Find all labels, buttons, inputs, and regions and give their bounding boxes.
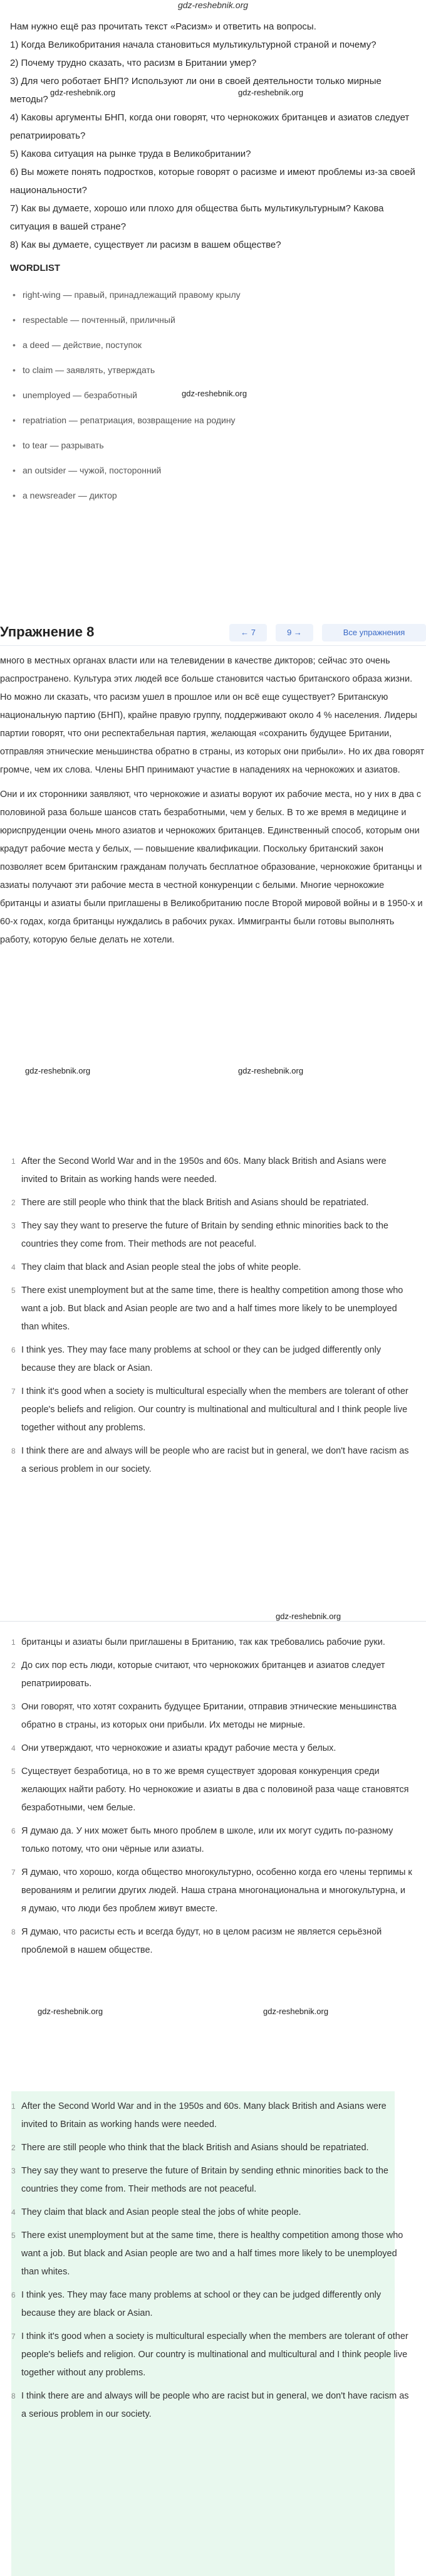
paragraph: много в местных органах власти или на телевидении в качестве дикторов; сейчас это очень распространено. Культура этих людей все больше становится частью британского образа жизни. Но можно ли сказать, что расизм ушел в прошлое или он всё еще существует? Британскую национальную партию (БНП), крайне правую группу, поддерживают около 4 % населения. Лидеры партии говорят, что они респектабельная партия, желающая «сохранить будущее Британии, отправляя этнические меньшинства обратно в страны, из которых они прибыли». Но их два говорят громче, чем их слова. Члены БНП принимают участие в нападениях на чернокожих и азиатов. bbox=[0, 656, 425, 775]
answer-item bbox=[11, 1282, 412, 1336]
russian-answers bbox=[11, 1634, 412, 1965]
question-2: 2) Почему трудно сказать, что расизм в Британии умер? bbox=[10, 58, 257, 68]
answer-item bbox=[11, 2387, 412, 2424]
watermark: gdz-reshebnik.org bbox=[238, 88, 304, 97]
divider bbox=[0, 1621, 426, 1622]
answer-text: I think it's good when a society is multicultural especially when the members are tolerant of other people's beliefs and religion. Our country is multinational and multicultural and I think people live together without any problems. bbox=[21, 2331, 408, 2378]
question-3: 3) Для чего роботает БНП? Используют ли они в своей деятельности только мирные методы? bbox=[10, 76, 382, 105]
question-8: 8) Как вы думаете, существует ли расизм в вашем обществе? bbox=[10, 240, 281, 250]
answer-item bbox=[11, 1442, 412, 1479]
wordlist-item: • to claim — заявлять, утверждать bbox=[10, 357, 416, 383]
answer-text: Существует безработица, но в то же время существует здоровая конкуренция среди желающих найти работу. Но чернокожие и азиаты в два с половиной раза чаще становятся безработными, чем белые. bbox=[21, 1766, 409, 1813]
all-exercises-button[interactable]: Все упражнения bbox=[322, 624, 426, 641]
wordlist-item: • an outsider — чужой, посторонний bbox=[10, 458, 416, 483]
item-number: 2 bbox=[11, 2143, 16, 2152]
answer-item bbox=[11, 1864, 412, 1918]
item-number: 5 bbox=[11, 2231, 16, 2240]
question-7: 7) Как вы думаете, хорошо или плохо для общества быть мультикультурным? Какова ситуация в вашей стране? bbox=[10, 203, 384, 232]
answer-text: I think there are and always will be people who are racist but in general, we don't have racism as a serious problem in our society. bbox=[21, 1446, 409, 1474]
answer-item bbox=[11, 1341, 412, 1378]
next-exercise-button[interactable]: 9 → bbox=[276, 624, 313, 641]
answer-item bbox=[11, 1763, 412, 1817]
watermark: gdz-reshebnik.org bbox=[238, 1066, 304, 1075]
paragraph: Они и их сторонники заявляют, что чернокожие и азиаты воруют их рабочие места, но у них в два с половиной раза больше шансов стать безработными, чем у белых. В то же время в медицине и юриспруденции очень много азиатов и чернокожих британцев. Единственный способ, которым они крадут рабочие места у белых, — повышение квалификации. Поскольку британский закон позволяет всем британским гражданам получать бесплатное образование, чернокожие британцы и азиаты получают эти рабочие места в честной конкуренции с белыми. Многие чернокожие британцы и азиаты были приглашены в Великобританию после Второй мировой войны и в 1950-х и 60-х годах, когда британцы нуждались в рабочих руках. Иммигранты были готовы выполнять работу, которую белые делать не хотели. bbox=[0, 789, 423, 945]
answer-item bbox=[11, 2098, 412, 2134]
item-number: 6 bbox=[11, 1346, 16, 1354]
answer-text: After the Second World War and in the 1950s and 60s. Many black British and Asians were invited to Britain as working hands were needed. bbox=[21, 1156, 387, 1185]
item-number: 8 bbox=[11, 2392, 16, 2400]
english-answers bbox=[11, 1153, 412, 1484]
answer-text: I think it's good when a society is multicultural especially when the members are tolerant of other people's beliefs and religion. Our country is multinational and multicultural and I think people live together without any problems. bbox=[21, 1386, 408, 1433]
answer-item bbox=[11, 1698, 412, 1734]
answer-item bbox=[11, 1194, 412, 1212]
item-number: 5 bbox=[11, 1286, 16, 1295]
answer-text: I think yes. They may face many problems at school or they can be judged differently only because they are black or Asian. bbox=[21, 2290, 382, 2318]
item-number: 3 bbox=[11, 1222, 16, 1230]
answer-text: After the Second World War and in the 1950s and 60s. Many black British and Asians were invited to Britain as working hands were needed. bbox=[21, 2101, 387, 2130]
wordlist-item: • to tear — разрывать bbox=[10, 433, 416, 458]
wordlist-item: • a deed — действие, поступок bbox=[10, 332, 416, 357]
answer-item bbox=[11, 2139, 412, 2157]
prev-exercise-button[interactable]: ← 7 bbox=[229, 624, 267, 641]
question-4: 4) Каковы аргументы БНП, когда они говорят, что чернокожих британцев и азиатов следует репатриировать? bbox=[10, 112, 410, 141]
answer-text: There are still people who think that the black British and Asians should be repatriated. bbox=[21, 2143, 369, 2153]
answer-item bbox=[11, 1923, 412, 1960]
answer-text: They claim that black and Asian people steal the jobs of white people. bbox=[21, 1262, 301, 1272]
intro-line: Нам нужно ещё раз прочитать текст «Расизм» и ответить на вопросы. bbox=[10, 21, 316, 32]
item-number: 8 bbox=[11, 1447, 16, 1455]
item-number: 6 bbox=[11, 1827, 16, 1835]
item-number: 4 bbox=[11, 1263, 16, 1272]
answer-text: There exist unemployment but at the same time, there is healthy competition among those who want a job. But black and Asian people are two and a half times more likely to be unemployed than whites. bbox=[21, 1285, 403, 1332]
english-answers-highlighted bbox=[11, 2098, 412, 2429]
answer-text: There are still people who think that the black British and Asians should be repatriated. bbox=[21, 1198, 369, 1208]
answer-text: Я думаю да. У них может быть много проблем в школе, или их могут судить по-разному только потому, что они чёрные или азиаты. bbox=[21, 1826, 393, 1854]
answer-text: They claim that black and Asian people steal the jobs of white people. bbox=[21, 2207, 301, 2217]
answer-item bbox=[11, 1739, 412, 1758]
wordlist-item: • a newsreader — диктор bbox=[10, 483, 416, 508]
item-number: 3 bbox=[11, 1702, 16, 1711]
item-number: 1 bbox=[11, 1638, 16, 1647]
item-number: 4 bbox=[11, 2208, 16, 2217]
answer-item bbox=[11, 1383, 412, 1437]
answer-text: There exist unemployment but at the same time, there is healthy competition among those who want a job. But black and Asian people are two and a half times more likely to be unemployed than whites. bbox=[21, 2230, 403, 2277]
answer-text: Я думаю, что хорошо, когда общество многокультурно, особенно когда его члены терпимы к верованиям и религии других людей. Наша страна многонациональна и многокультурна, и я думаю, что люди без проблем живут вместе. bbox=[21, 1867, 412, 1914]
item-number: 4 bbox=[11, 1744, 16, 1753]
item-number: 2 bbox=[11, 1661, 16, 1670]
answer-item bbox=[11, 1657, 412, 1693]
item-number: 1 bbox=[11, 1157, 16, 1166]
answer-item bbox=[11, 2227, 412, 2281]
item-number: 1 bbox=[11, 2102, 16, 2111]
answer-text: I think yes. They may face many problems at school or they can be judged differently only because they are black or Asian. bbox=[21, 1345, 382, 1373]
answer-item bbox=[11, 2204, 412, 2222]
answer-item bbox=[11, 2286, 412, 2323]
exercise-header bbox=[0, 618, 426, 646]
answer-item bbox=[11, 1217, 412, 1254]
item-number: 5 bbox=[11, 1767, 16, 1776]
item-number: 7 bbox=[11, 1868, 16, 1877]
watermark: gdz-reshebnik.org bbox=[25, 1066, 91, 1075]
item-number: 7 bbox=[11, 2332, 16, 2341]
answer-item bbox=[11, 1153, 412, 1189]
question-1: 1) Когда Великобритания начала становиться мультикультурной страной и почему? bbox=[10, 40, 377, 50]
answer-text: Я думаю, что расисты есть и всегда будут, но в целом расизм не является серьёзной проблемой в нашем обществе. bbox=[21, 1927, 382, 1955]
wordlist-item: • repatriation — репатриация, возвращение на родину bbox=[10, 408, 416, 433]
answer-text: Они говорят, что хотят сохранить будущее Британии, отправив этнические меньшинства обратно в страны, из которых они прибыли. Их методы не мирные. bbox=[21, 1702, 397, 1730]
watermark: gdz-reshebnik.org bbox=[182, 389, 247, 398]
answer-item bbox=[11, 2162, 412, 2199]
site-logo[interactable]: gdz-reshebnik.org bbox=[177, 0, 249, 10]
answer-item bbox=[11, 2328, 412, 2382]
answer-text: I think there are and always will be people who are racist but in general, we don't have racism as a serious problem in our society. bbox=[21, 2391, 409, 2419]
answer-text: Они утверждают, что чернокожие и азиаты крадут рабочие места у белых. bbox=[21, 1743, 336, 1753]
watermark: gdz-reshebnik.org bbox=[38, 2007, 103, 2016]
item-number: 3 bbox=[11, 2167, 16, 2175]
item-number: 8 bbox=[11, 1928, 16, 1936]
item-number: 6 bbox=[11, 2291, 16, 2299]
russian-text bbox=[0, 652, 426, 956]
wordlist-item: • respectable — почтенный, приличный bbox=[10, 307, 416, 332]
item-number: 7 bbox=[11, 1387, 16, 1396]
watermark: gdz-reshebnik.org bbox=[263, 2007, 329, 2016]
question-5: 5) Какова ситуация на рынке труда в Великобритании? bbox=[10, 149, 251, 159]
watermark: gdz-reshebnik.org bbox=[276, 1612, 341, 1621]
wordlist-item: • right-wing — правый, принадлежащий правому крылу bbox=[10, 282, 416, 307]
answer-text: британцы и азиаты были приглашены в Британию, так как требовались рабочие руки. bbox=[21, 1637, 385, 1647]
answer-text: До сих пор есть люди, которые считают, что чернокожих британцев и азиатов следует репатриировать. bbox=[21, 1660, 385, 1689]
answer-item bbox=[11, 1259, 412, 1277]
exercise-title: Упражнение 8 bbox=[0, 624, 95, 640]
item-number: 2 bbox=[11, 1198, 16, 1207]
answer-item bbox=[11, 1634, 412, 1652]
answer-item bbox=[11, 1822, 412, 1859]
answer-text: They say they want to preserve the future of Britain by sending ethnic minorities back to the countries they come from. Their methods are not peaceful. bbox=[21, 2166, 388, 2194]
wordlist-item: • unemployed — безработный bbox=[10, 383, 416, 408]
watermark: gdz-reshebnik.org bbox=[50, 88, 116, 97]
wordlist-title: WORDLIST bbox=[10, 263, 60, 273]
answer-text: They say they want to preserve the future of Britain by sending ethnic minorities back to the countries they come from. Their methods are not peaceful. bbox=[21, 1221, 388, 1249]
question-6: 6) Вы можете понять подростков, которые говорят о расизме и имеют проблемы из-за своей национальности? bbox=[10, 167, 415, 196]
